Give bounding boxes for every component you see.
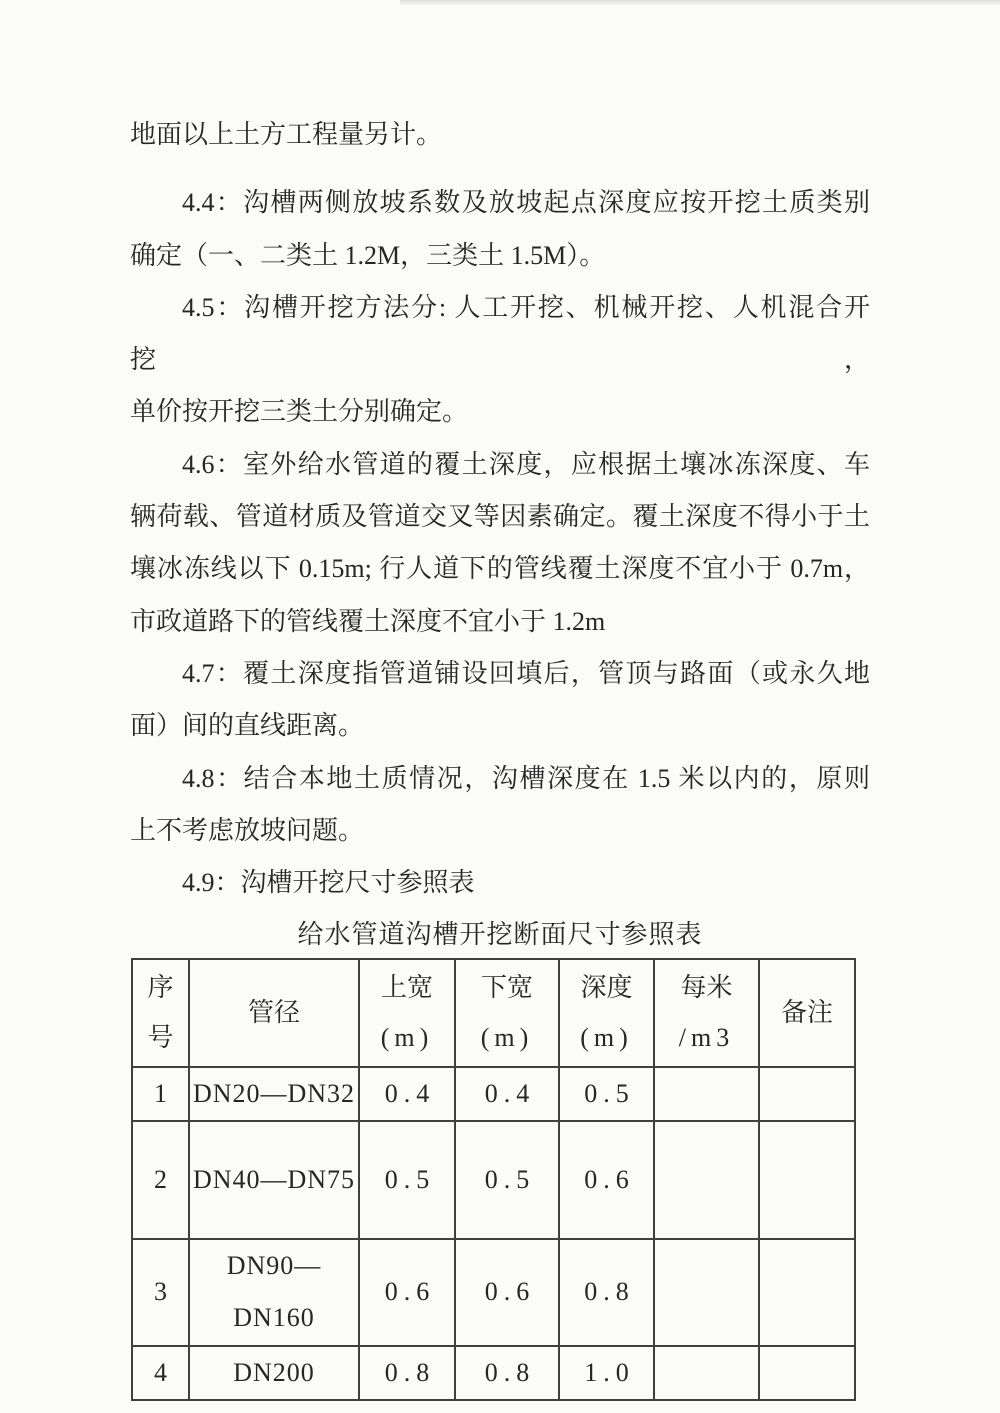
table-header-cell: [759, 959, 855, 1067]
table-cell: 0.5: [455, 1121, 559, 1239]
text-line: 壤冰冻线以下 0.15m; 行人道下的管线覆土深度不宜小于 0.7m，: [130, 554, 870, 584]
table-row: [132, 1239, 855, 1346]
table-header-cell: [132, 959, 189, 1067]
table-header-text: 下宽: [480, 972, 533, 1002]
paragraph: [130, 753, 870, 858]
text-line: 单价按开挖三类土分别确定。: [130, 397, 469, 427]
table-header-text: 管径: [247, 997, 300, 1027]
paragraph: [130, 648, 870, 753]
table-cell: DN200: [189, 1346, 359, 1400]
table-header-cell: [359, 959, 455, 1067]
scan-artifact: [400, 0, 1000, 6]
table-cell: 1.0: [559, 1346, 654, 1400]
text-line: 市政道路下的管线覆土深度不宜小于 1.2m: [130, 606, 606, 636]
text-line: 上不考虑放坡问题。: [130, 815, 365, 845]
table-cell: 0.6: [359, 1239, 455, 1346]
table-row: [132, 1067, 855, 1121]
table-cell: 0.5: [359, 1121, 455, 1239]
table-header-cell: [654, 959, 759, 1067]
table-cell: [759, 1346, 855, 1400]
table-header-text: (m): [580, 1022, 633, 1052]
paragraph: [130, 857, 870, 909]
text-line: 4.5：沟槽开挖方法分: 人工开挖、机械开挖、人机混合开挖，: [130, 292, 870, 375]
table-header-cell: [455, 959, 559, 1067]
text-line: 4.7：覆土深度指管道铺设回填后，管顶与路面（或永久地: [182, 658, 870, 688]
text-line: 面）间的直线距离。: [130, 711, 365, 741]
table-cell: 4: [132, 1346, 189, 1400]
text-line: 4.8：结合本地土质情况，沟槽深度在 1.5 米以内的，原则: [182, 763, 870, 793]
table-cell: [759, 1239, 855, 1346]
table-cell: 2: [132, 1121, 189, 1239]
table-cell: 0.5: [559, 1067, 654, 1121]
table-header-text: (m): [480, 1022, 534, 1052]
table-header-text: 深度: [580, 972, 633, 1002]
table-cell: DN40—DN75: [189, 1121, 359, 1239]
body-paragraphs: [130, 109, 870, 909]
paragraph: [130, 177, 870, 282]
table-cell: [654, 1121, 759, 1239]
table-header-text: 上宽: [380, 972, 433, 1002]
table-cell: 3: [132, 1239, 189, 1346]
text-line: 4.9：沟槽开挖尺寸参照表: [182, 868, 475, 898]
table-cell: [654, 1346, 759, 1400]
table-cell: [759, 1067, 855, 1121]
table-cell: 0.8: [455, 1346, 559, 1400]
table-cell: 0.6: [559, 1121, 654, 1239]
paragraph: [130, 439, 870, 648]
table-header-text: 序: [147, 972, 174, 1002]
table-row: [132, 1346, 855, 1400]
table-header-text: 号: [147, 1022, 174, 1052]
text-line: 地面以上土方工程量另计。: [130, 120, 443, 149]
text-line: 确定（一、二类土 1.2M，三类土 1.5M）。: [130, 240, 606, 270]
trench-dimension-table: [131, 958, 856, 1401]
table-cell: DN90—DN160: [189, 1239, 359, 1346]
table-header-row: [132, 959, 855, 1067]
table-header-cell: [559, 959, 654, 1067]
table-cell: [654, 1067, 759, 1121]
table-title: 给水管道沟槽开挖断面尺寸参照表: [297, 920, 703, 950]
table-cell: 0.8: [359, 1346, 455, 1400]
table-row: [132, 1121, 855, 1239]
text-line: 4.6：室外给水管道的覆土深度，应根据土壤冰冻深度、车: [182, 449, 870, 479]
table-cell: 0.4: [455, 1067, 559, 1121]
table-cell: 0.4: [359, 1067, 455, 1121]
paragraph: [130, 109, 870, 161]
table-header-text: 备注: [780, 997, 833, 1027]
table-cell: 0.6: [455, 1239, 559, 1346]
text-line: 4.4：沟槽两侧放坡系数及放坡起点深度应按开挖土质类别: [182, 188, 870, 218]
paragraph: [130, 282, 870, 439]
table-header-text: 每米: [680, 972, 733, 1002]
table-header-text: /m3: [678, 1022, 735, 1052]
table-cell: DN20—DN32: [189, 1067, 359, 1121]
table-cell: 1: [132, 1067, 189, 1121]
document-content: [130, 109, 870, 1401]
text-line: 辆荷载、管道材质及管道交叉等因素确定。覆土深度不得小于土: [130, 502, 870, 532]
table-cell: [654, 1239, 759, 1346]
table-header-text: (m): [380, 1022, 434, 1052]
table-header-cell: [189, 959, 359, 1067]
table-cell: [759, 1121, 855, 1239]
table-cell: 0.8: [559, 1239, 654, 1346]
